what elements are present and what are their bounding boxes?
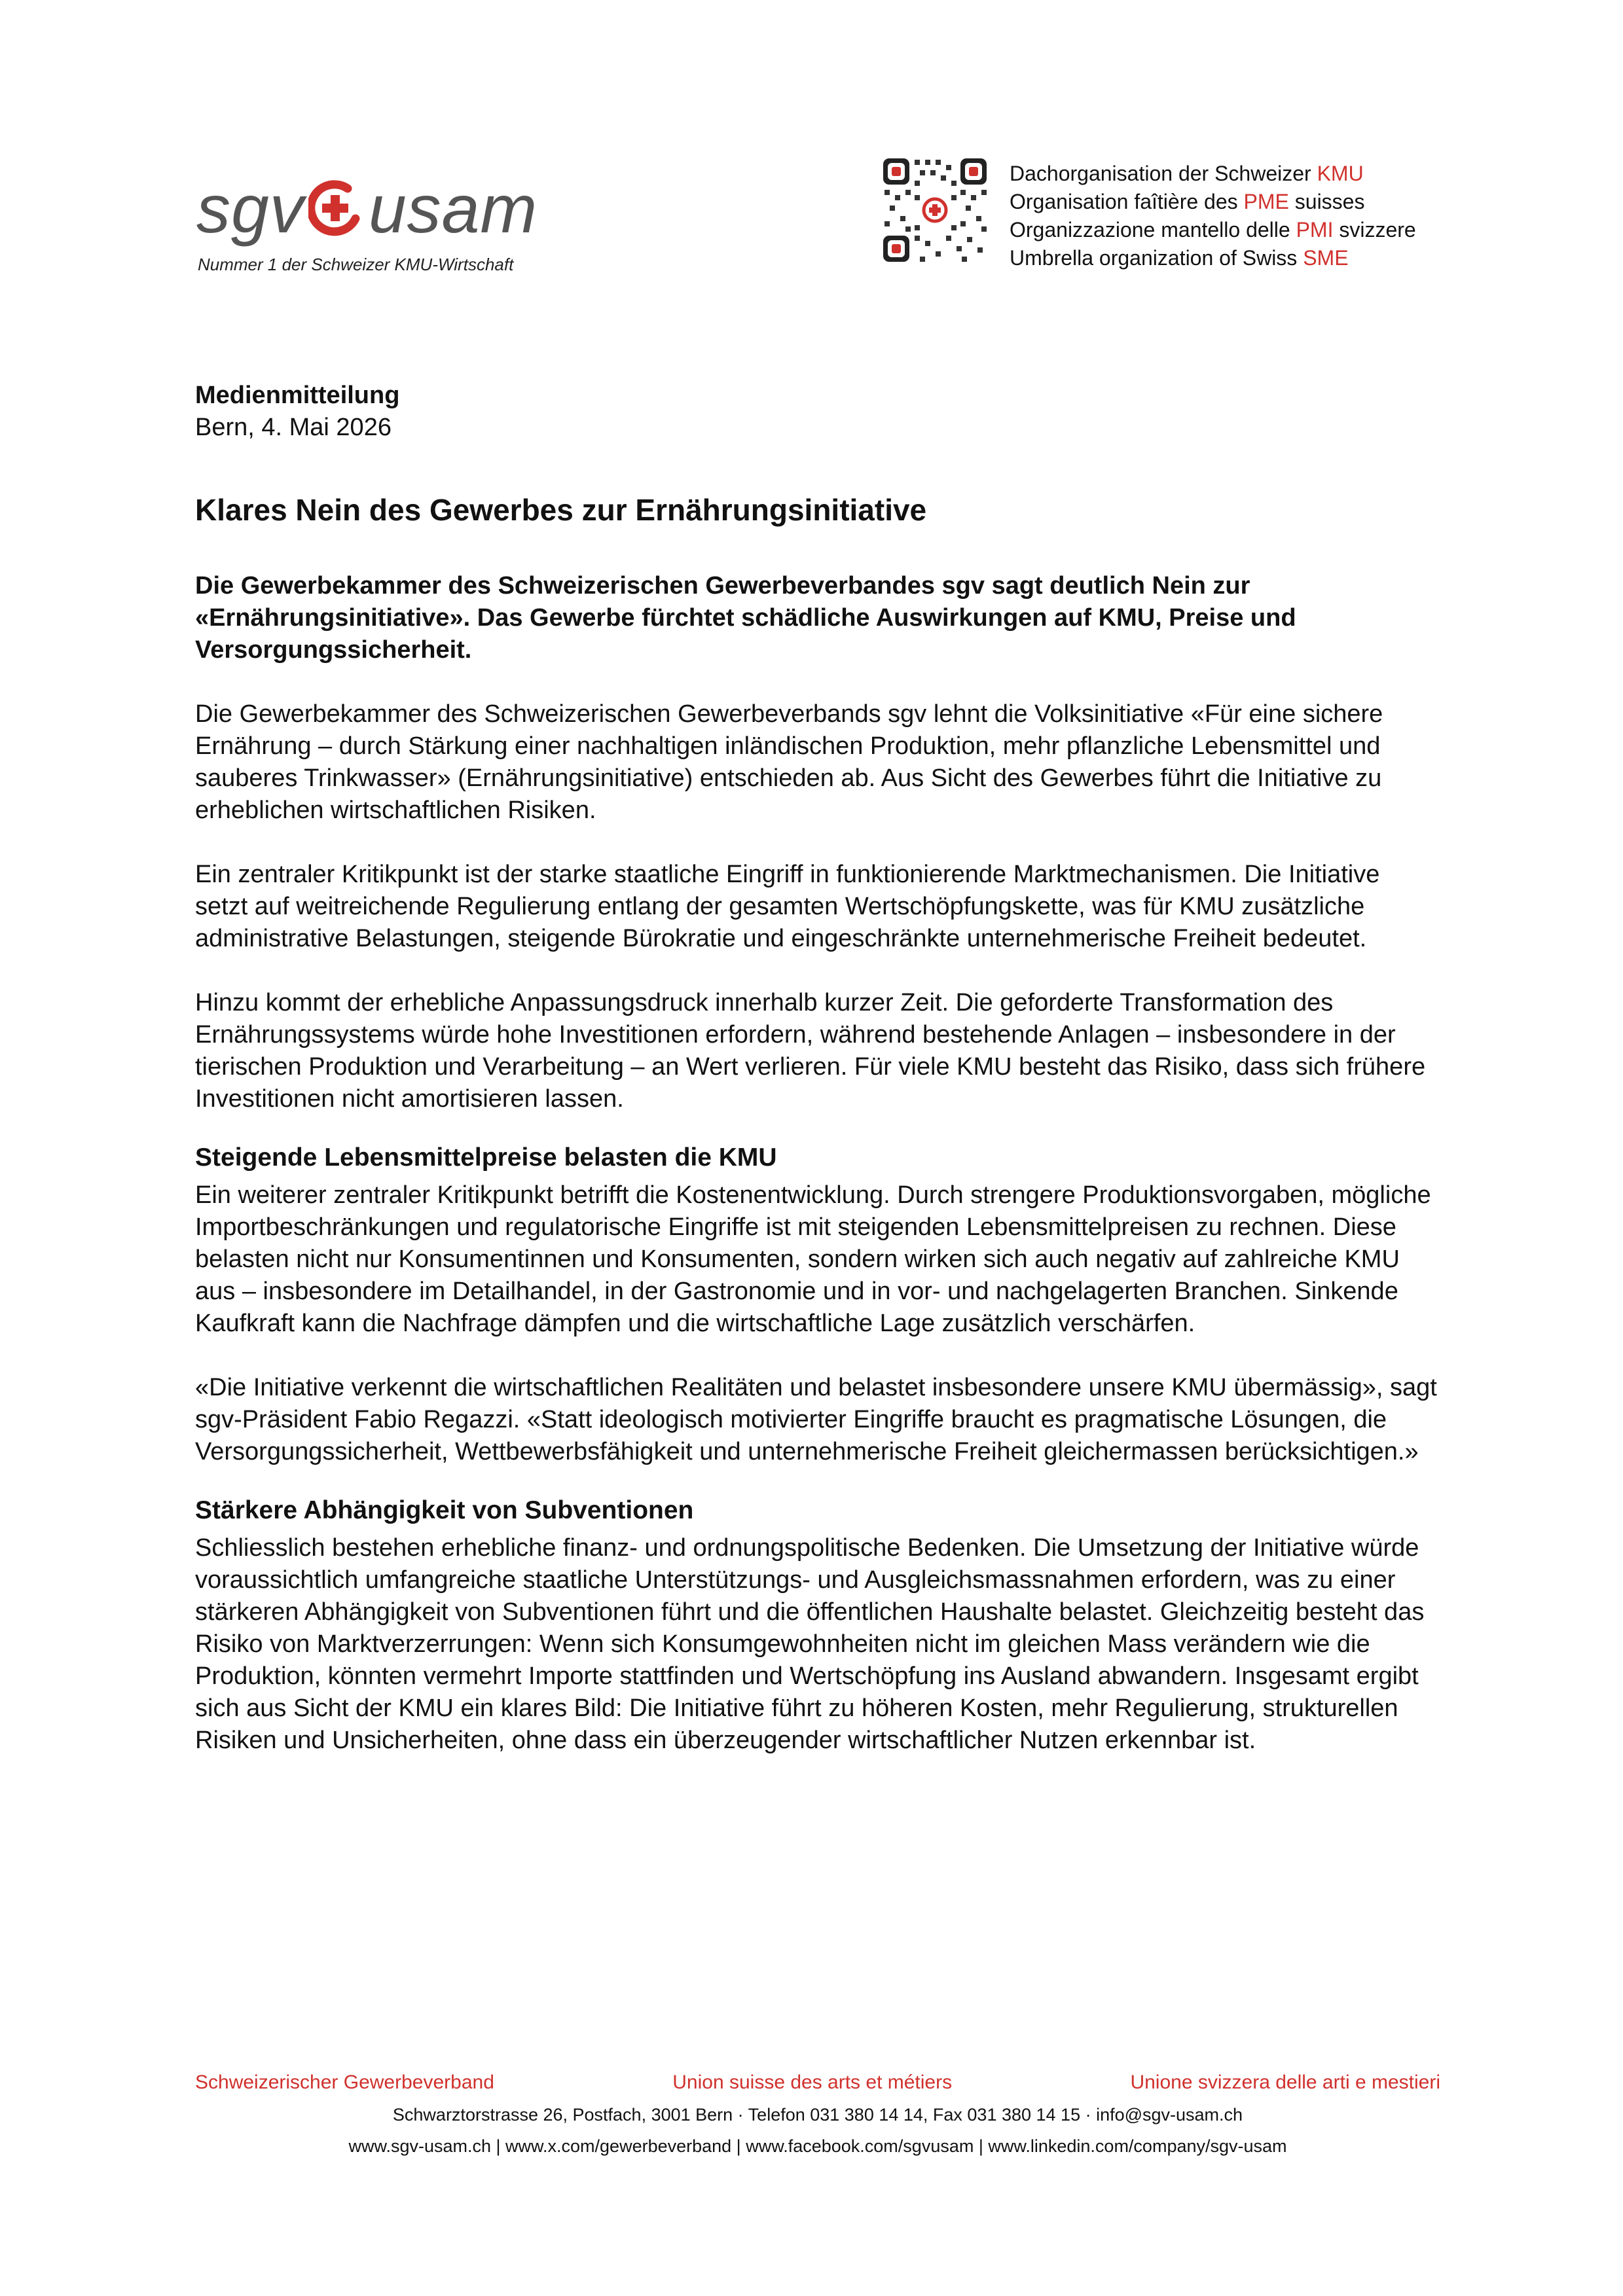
quote-paragraph: «Die Initiative verkennt die wirtschaftlichen Realitäten und belastet insbesondere unsere KMU übermässig», sagt sgv-Präsident Fabio Regazzi. «Statt ideologisch motivierter Eingriffe braucht es pragmatische Lösungen, die Versorgungssicherheit, Wettbewerbsfähigkeit und unternehmerische Freiheit gleichermassen berücksichtigen.» — [195, 1374, 1437, 1465]
body-paragraph: Ein weiterer zentraler Kritikpunkt betrifft die Kostenentwicklung. Durch strengere Produktionsvorgaben, mögliche Importbeschränkungen und regulatorische Eingriffe ist mit steigenden Lebensmittelpreisen zu rechnen. Diese belasten nicht nur Konsumentinnen und Konsumenten, sondern wirken sich auch negativ auf zahlreiche KMU aus – insbesondere im Detailhandel, in der Gastronomie und in vor- und nachgelagerten Branchen. Sinkende Kaufkraft kann die Nachfrage dämpfen und die wirtschaftliche Lage zusätzlich verschärfen. — [195, 1181, 1431, 1337]
section-heading: Stärkere Abhängigkeit von Subventionen — [195, 1496, 694, 1524]
press-release-body — [195, 380, 1439, 1789]
section-heading: Steigende Lebensmittelpreise belasten die KMU — [195, 1143, 777, 1172]
lead-paragraph: Die Gewerbekammer des Schweizerischen Gewerbeverbandes sgv sagt deutlich Nein zur «Ernährungsinitiative». Das Gewerbe fürchtet schädliche Auswirkungen auf KMU, Preise und Versorgungssicherheit. — [195, 572, 1296, 664]
org-line-en: Umbrella organization of Swiss SME — [1010, 246, 1349, 270]
body-paragraph: Die Gewerbekammer des Schweizerischen Gewerbeverbands sgv lehnt die Volksinitiative «Für eine sichere Ernährung – durch Stärkung einer nachhaltigen inländischen Produktion, mehr pflanzliche Lebensmittel und sauberes Trinkwasser» (Ernährungsinitiative) entschieden ab. Aus Sicht des Gewerbes führt die Initiative zu erheblichen wirtschaftlichen Risiken. — [195, 700, 1383, 824]
org-line-fr: Organisation faîtière des PME suisses — [1010, 190, 1365, 213]
dateline: Bern, 4. Mai 2026 — [195, 414, 392, 441]
body-paragraph: Schliesslich bestehen erhebliche finanz- und ordnungspolitische Bedenken. Die Umsetzung der Initiative würde voraussichtlich umfangreiche staatliche Unterstützungs- und Ausgleichsmassnahmen erfordern, was zu einer stärkeren Abhängigkeit von Subventionen führt und die öffentlichen Haushalte belastet. Gleichzeitig besteht das Risiko von Marktverzerrungen: Wenn sich Konsumgewohnheiten nicht im gleichen Mass verändern wie die Produktion, könnten vermehrt Importe stattfinden und Wertschöpfung ins Ausland abwandern. Insgesamt ergibt sich aus Sicht der KMU ein klares Bild: Die Initiative führt zu höheren Kosten, mehr Regulierung, strukturellen Risiken und Unsicherheiten, ohne dass ein überzeugender wirtschaftlicher Nutzen erkennbar ist. — [195, 1534, 1425, 1754]
page-footer — [195, 2072, 1440, 2157]
organisation-description — [1010, 160, 1416, 272]
logo-left-text: sgv — [196, 171, 304, 247]
footer-contact: Schwarztorstrasse 26, Postfach, 3001 Bern · Telefon 031 380 14 14, Fax 031 380 14 15 · info@sgv-usam.ch — [392, 2105, 1243, 2125]
body-paragraph: Ein zentraler Kritikpunkt ist der starke staatliche Eingriff in funktionierende Marktmechanismen. Die Initiative setzt auf weitreichende Regulierung entlang der gesamten Wertschöpfungskette, was für KMU zusätzliche administrative Belastungen, steigende Bürokratie und eingeschränkte unternehmerische Freiheit bedeutet. — [195, 861, 1380, 952]
sgv-usam-logo — [196, 173, 563, 275]
org-line-it: Organizzazione mantello delle PMI svizzere — [1010, 218, 1416, 242]
org-line-de: Dachorganisation der Schweizer KMU — [1010, 162, 1364, 185]
page-title: Klares Nein des Gewerbes zur Ernährungsinitiative — [195, 493, 927, 527]
footer-name-it: Unione svizzera delle arti e mestieri — [1130, 2072, 1440, 2093]
logo-tagline: Nummer 1 der Schweizer KMU-Wirtschaft — [198, 255, 514, 274]
logo-wordmark — [196, 173, 563, 245]
footer-links: www.sgv-usam.ch | www.x.com/gewerbeverband | www.facebook.com/sgvusam | www.linkedin.com/company/sgv-usam — [348, 2136, 1287, 2156]
footer-organisation-names — [195, 2072, 1440, 2094]
footer-name-fr: Union suisse des arts et métiers — [672, 2072, 953, 2093]
footer-name-de: Schweizerischer Gewerbeverband — [195, 2072, 494, 2093]
swiss-cross-emblem-icon — [308, 179, 365, 240]
body-paragraph: Hinzu kommt der erhebliche Anpassungsdruck innerhalb kurzer Zeit. Die geforderte Transformation des Ernährungssystems würde hohe Investitionen erfordern, während bestehende Anlagen – insbesondere in der tierischen Produktion und Verarbeitung – an Wert verlieren. Für viele KMU besteht das Risiko, dass sich frühere Investitionen nicht amortisieren lassen. — [195, 989, 1426, 1113]
document-type: Medienmitteilung — [195, 382, 400, 409]
qr-code-icon — [882, 157, 988, 263]
logo-right-text: usam — [368, 171, 538, 247]
